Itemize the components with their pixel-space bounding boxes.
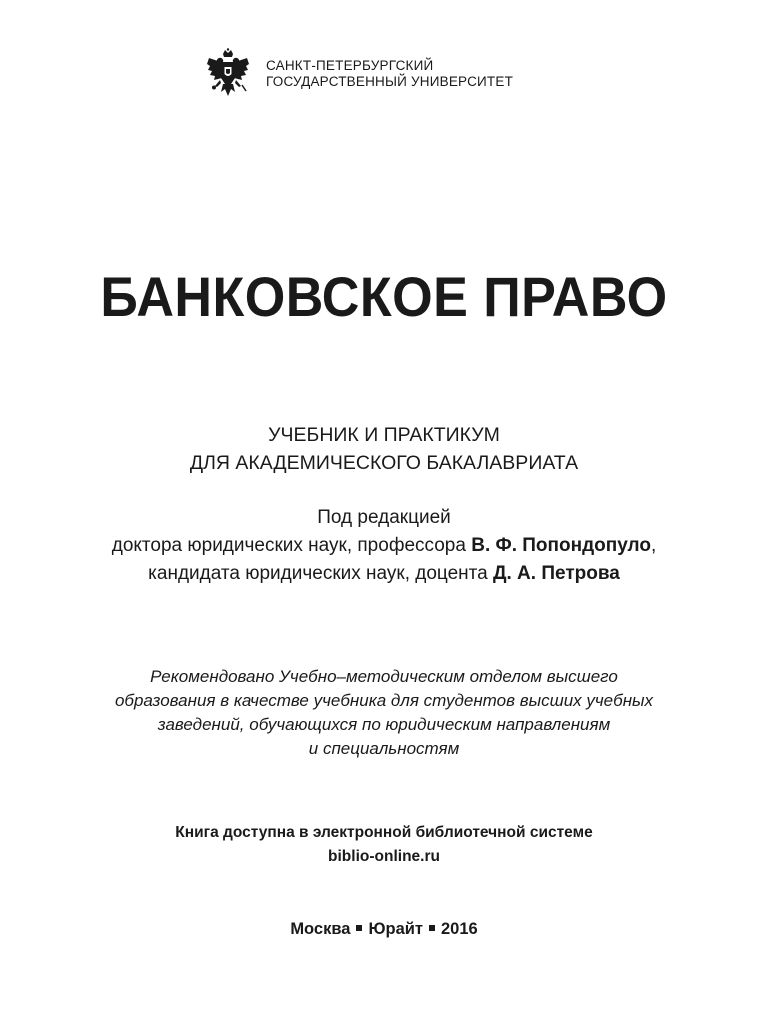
imprint-year: 2016 bbox=[440, 920, 478, 938]
editor-1-credentials: доктора юридических наук, профессора bbox=[111, 535, 472, 556]
subtitle-line-1: УЧЕБНИК И ПРАКТИКУМ bbox=[268, 424, 500, 446]
availability-note bbox=[0, 821, 768, 869]
editors-intro: Под редакцией bbox=[317, 507, 451, 528]
imprint-publisher: Юрайт bbox=[368, 920, 423, 938]
imprint-city: Москва bbox=[290, 920, 351, 938]
editor-1-comma: , bbox=[650, 535, 657, 556]
recommendation-line-2: образования в качестве учебника для студентов высших учебных bbox=[114, 691, 654, 710]
bullet-separator-icon bbox=[429, 925, 435, 931]
editor-1 bbox=[0, 532, 768, 560]
editor-2-name: Д. А. Петрова bbox=[492, 563, 620, 584]
bullet-separator-icon bbox=[356, 925, 362, 931]
availability-url: biblio-online.ru bbox=[328, 848, 440, 865]
editor-2-credentials: кандидата юридических наук, доцента bbox=[148, 563, 493, 584]
recommendation-line-1: Рекомендовано Учебно–методическим отделом высшего bbox=[150, 667, 618, 686]
university-name-line-1: САНКТ-ПЕТЕРБУРГСКИЙ bbox=[266, 58, 434, 73]
recommendation-line-3: заведений, обучающихся по юридическим направлениям bbox=[157, 715, 611, 734]
university-name bbox=[266, 58, 513, 90]
editor-1-name: В. Ф. Попондопуло bbox=[471, 535, 651, 556]
subtitle-line-2: ДЛЯ АКАДЕМИЧЕСКОГО БАКАЛАВРИАТА bbox=[189, 452, 579, 474]
double-headed-eagle-icon bbox=[205, 48, 251, 100]
imprint-line bbox=[0, 917, 768, 941]
editor-2 bbox=[0, 560, 768, 588]
university-header bbox=[205, 48, 513, 100]
availability-line-1: Книга доступна в электронной библиотечной системе bbox=[175, 824, 593, 841]
recommendation-note bbox=[0, 665, 768, 761]
book-title: БАНКОВСКОЕ ПРАВО bbox=[100, 265, 668, 328]
recommendation-line-4: и специальностям bbox=[308, 739, 460, 758]
editors-block bbox=[0, 504, 768, 588]
university-name-line-2: ГОСУДАРСТВЕННЫЙ УНИВЕРСИТЕТ bbox=[266, 74, 514, 89]
book-subtitle bbox=[0, 421, 768, 477]
